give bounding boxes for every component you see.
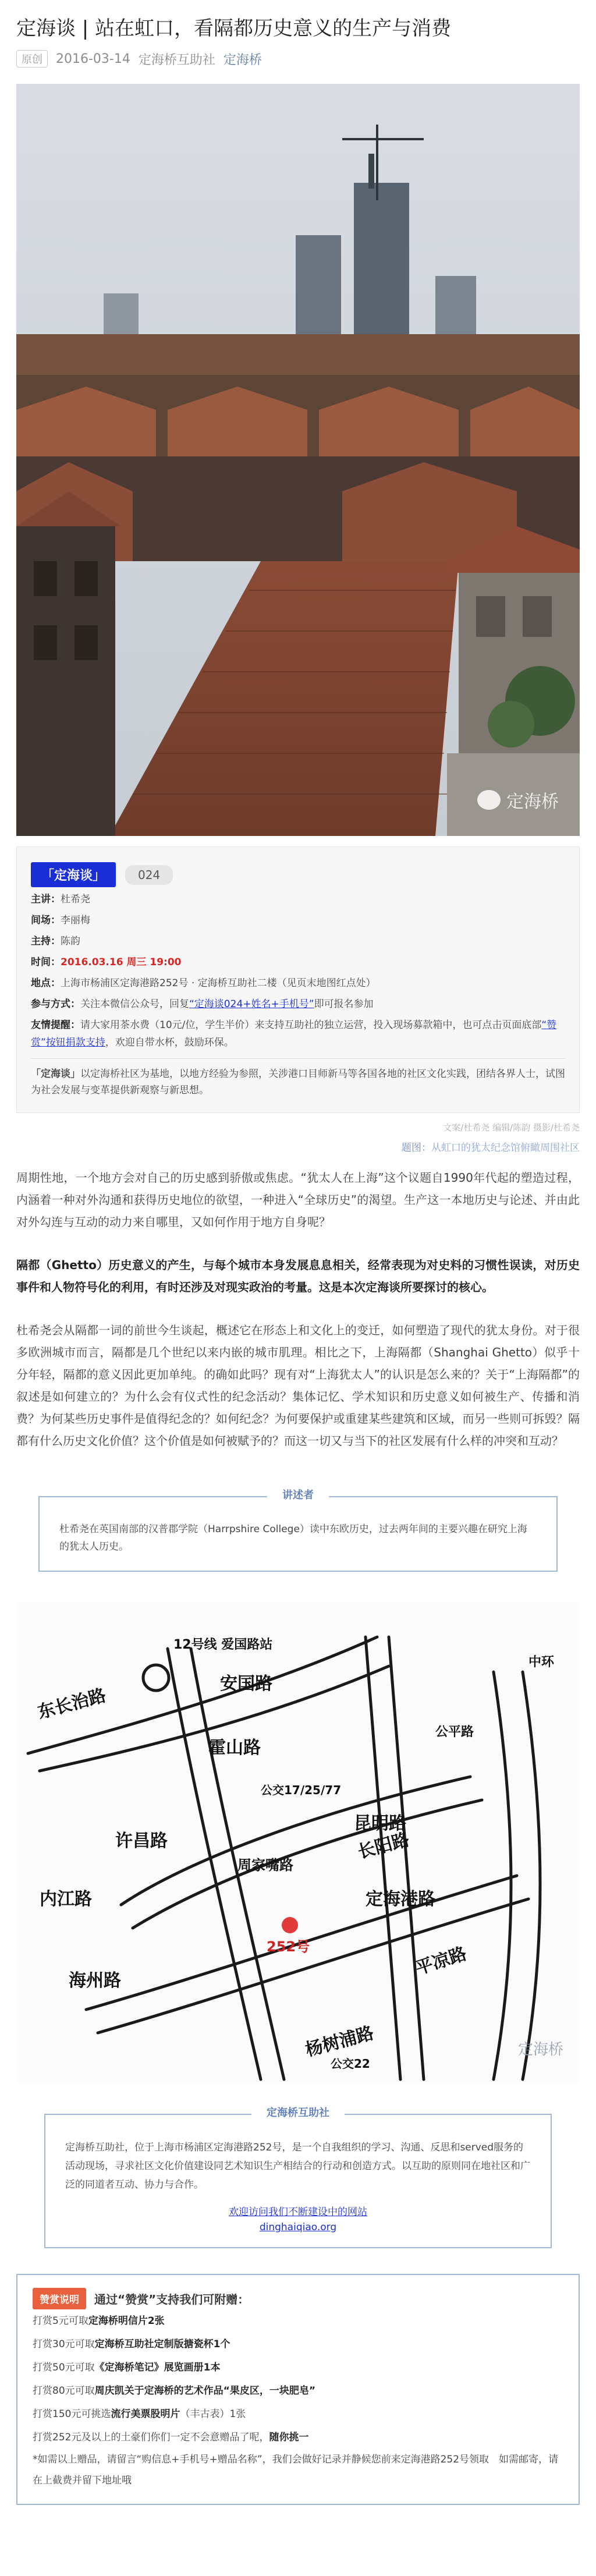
support-footnote: *如需以上赠品，请留言“购信息+手机号+赠品名称”，我们会做好记录并静候您前来定海港路252号领取 如需邮寄，请在上截费并留下地址哦: [33, 2454, 559, 2486]
speaker-box: [38, 1489, 558, 1572]
map-watermark: 定海桥: [517, 2041, 563, 2058]
hero-photo-illustration: [16, 84, 580, 836]
support-heading: 通过“赞赏”支持我们可附赠：: [94, 2292, 250, 2306]
caption-text: 从虹口的犹太纪念馆俯瞰周围社区: [431, 1142, 580, 1154]
body-paragraph-1: 周期性地，一个地方会对自己的历史感到骄傲或焦虑。“犹太人在上海”这个议题自1990年代起的塑造过程，内涵着一种对外沟通和获得历史地位的欲望，一种进入“全球历史”的渴望。生产这一本地历史与论述、并由此对外勾连与互动的动力来自哪里，又如何作用于地方自身呢？: [16, 1171, 580, 1229]
map-label-2: 安国路: [220, 1674, 272, 1694]
publish-date: 2016-03-14: [56, 51, 130, 66]
photo-credit: 文案/杜希尧 编辑/陈韵 摄影/杜希尧: [443, 1122, 580, 1133]
map-drawing: [16, 1602, 580, 2082]
speaker-heading: 讲述者: [267, 1487, 329, 1502]
support-header: [33, 2288, 563, 2309]
event-info-box: [16, 846, 580, 1113]
map-pin: [282, 1917, 298, 1933]
map-label-6: 平凉路: [413, 1943, 470, 1979]
support-tier-2: 打赏30元可取定海桥互助社定制版搪瓷杯1个: [33, 2338, 230, 2350]
info-time: 时间：2016.03.16 周三 19:00: [31, 956, 182, 968]
map-label-10: 内江路: [40, 1889, 92, 1909]
support-tier-6: 打赏252元及以上的土豪们你们一定不会意赠品了呢，随你挑一: [33, 2432, 309, 2443]
hero-photo: [16, 84, 580, 836]
info-speaker: 主讲：杜希尧: [31, 894, 90, 905]
map-label-0: 东长治路: [36, 1685, 108, 1723]
map-label-15: 许昌路: [115, 1831, 168, 1851]
note-tag: 「定海谈」: [31, 1068, 80, 1080]
speaker-text: 杜希尧在英国南部的汉普郡学院（Harrpshire College）读中东欧历史，过去两年间的主要兴趣在研究上海的犹太人历史。: [59, 1523, 527, 1553]
support-tier-1: 打赏5元可取定海桥明信片2张: [33, 2315, 165, 2327]
info-place: 地点：上海市杨浦区定海港路252号 · 定海桥互助社二楼（见页末地图红点处）: [31, 977, 376, 989]
map-label-12: 公交17/25/77: [261, 1783, 342, 1797]
body-paragraph-2: 隔都（Ghetto）历史意义的产生，与每个城市本身发展息息相关，经常表现为对史料的习惯性误读，对历史事件和人物符号化的利用，有时还涉及对现实政治的考量。这是本次定海谈所要探讨的核心。: [16, 1258, 580, 1294]
map-label-14: 中环: [528, 1655, 555, 1670]
caption-label: 题图：: [402, 1142, 431, 1154]
info-respondent: 间场：李丽梅: [31, 915, 90, 926]
location-map: [16, 1602, 580, 2082]
wechat-icon: [477, 790, 501, 810]
support-box: [16, 2274, 580, 2505]
author-name: 定海桥互助社: [138, 52, 215, 68]
note-text: 以定海桥社区为基地，以地方经验为参照，关涉港口目师新马等各国各地的社区文化实践，团结各界人士，试图为社会发展与变革提供新观察与新思想。: [31, 1068, 565, 1096]
map-label-13: 公交22: [331, 2057, 370, 2071]
series-description: [31, 1058, 565, 1099]
org-text: 定海桥互助社，位于上海市杨浦区定海港路252号，是一个自我组织的学习、沟通、反思和served服务的活动现场，寻求社区文化价值建设同艺术知识生产相结合的行动和创造方式。以互助的原则同在地社区和广泛的同道者互动、协力与合作。: [65, 2142, 530, 2191]
map-label-8: 252号: [267, 1939, 310, 1955]
map-label-5: 长阳路: [356, 1829, 412, 1863]
info-host: 主持：陈韵: [31, 936, 80, 947]
map-label-3: 公平路: [435, 1725, 474, 1739]
episode-tag: 024: [125, 865, 173, 885]
hero-watermark-text: 定海桥: [506, 792, 559, 812]
hero-caption: [16, 1139, 580, 1154]
map-label-1: 霍山路: [208, 1738, 261, 1758]
account-link[interactable]: 定海桥: [223, 52, 262, 68]
support-badge: 赞赏说明: [33, 2288, 86, 2309]
website-url[interactable]: dinghaiqiao.org: [259, 2221, 337, 2233]
map-label-9: 杨树浦路: [303, 2022, 376, 2061]
info-fee: 友情提醒：请大家用茶水费（10元/位，学生半价）来支持互助社的独立运营，投入现场募款箱中，也可点击页面底部“赞赏”按钮捐款支持，欢迎自带水杯，鼓励环保。: [31, 1019, 557, 1048]
article-title: 定海谈 | 站在虹口，看隔都历史意义的生产与消费: [16, 17, 452, 40]
support-tier-3: 打赏50元可取《定海桥笔记》展览画册1本: [33, 2362, 221, 2373]
support-tier-4: 打赏80元可取周庆凯关于定海桥的艺术作品“果皮区，一块肥皂”: [33, 2385, 315, 2397]
map-label-7: 定海港路: [366, 1889, 435, 1909]
original-badge: 原创: [16, 50, 48, 68]
article-meta: [16, 49, 580, 69]
map-label-17: 12号线 爱国路站: [173, 1638, 273, 1652]
hero-watermark: [477, 787, 559, 813]
map-label-4: 昆明路: [354, 1813, 406, 1834]
body-paragraph-3: 杜希尧会从隔都一词的前世今生谈起，概述它在形态上和文化上的变迁，如何塑造了现代的犹太身份。对于很多欧洲城市而言，隔都是几个世纪以来内嵌的城市肌理。相比之下，上海隔都（Shanghai Ghetto）似乎十分年轻，隔都的意义因此更加单纯。的确如此吗？现有对“上海犹太人”的认识是怎么来的？关于“上海隔都”的叙述是如何建立的？为什么会有仪式性的纪念活动？集体记忆、学术知识和历史意义如何被生产、传播和消费？为何某些历史事件是值得纪念的？如何纪念？为何要保护或重建某些建筑和区域，而另一些则可拆毁？隔都有什么历史文化价值？这个价值是如何被赋予的？而这一切又与当下的社区发展有什么样的冲突和互动？: [16, 1323, 580, 1448]
road-zhongshan: [494, 1672, 511, 2079]
series-tag: 「定海谈」: [31, 862, 116, 887]
website-link[interactable]: 欢迎访问我们不断建设中的网站: [229, 2206, 367, 2218]
support-tier-5: 打赏150元可挑选流行美票股明片（丰古表）1张: [33, 2408, 246, 2420]
info-join: 参与方式：关注本微信公众号，回复“定海谈024+姓名+手机号”即可报名参加: [31, 998, 374, 1010]
metro-marker: [143, 1665, 169, 1691]
org-box: [44, 2107, 552, 2248]
event-tags: [31, 862, 565, 887]
map-label-11: 海州路: [69, 1971, 121, 1991]
map-label-16: 周家嘴路: [237, 1857, 293, 1873]
org-heading: 定海桥互助社: [251, 2104, 345, 2120]
bottom-spacer: [16, 2505, 580, 2540]
